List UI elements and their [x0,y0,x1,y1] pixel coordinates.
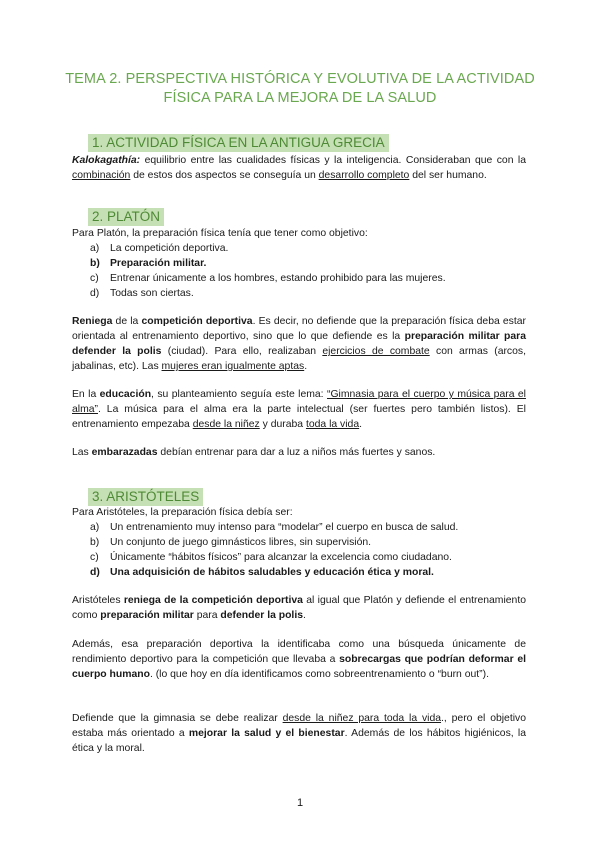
platon-options-list [90,241,446,301]
page-number: 1 [296,797,304,809]
section-heading-platon: 2. PLATÓN [88,208,164,225]
list-item: a) La competición deportiva. [90,243,229,254]
list-item: a) Un entrenamiento muy intenso para “modelar” el cuerpo en busca de salud. [90,522,459,533]
aristoteles-paragraph-gimnasia: Defiende que la gimnasia se debe realizar desde la niñez para toda la vida., pero el objetivo estaba más orientado a mejorar la salud y el bienestar. Además de los hábitos higiénicos, la ética y la moral. [72,713,527,754]
aristoteles-intro: Para Aristóteles, la preparación física debía ser: [72,507,293,518]
aristoteles-paragraph-sobrecargas: Además, esa preparación deportiva la identificaba como una búsqueda únicamente de rendimiento deportivo para la competición que llevaba a sobrecargas que podrían deformar el cuerpo humano. (lo que hoy en día identificamos como sobreentrenamiento o “burn out”). [72,639,526,680]
platon-paragraph-competicion: Reniega de la competición deportiva. Es decir, no defiende que la preparación física deba estar orientada al entrenamiento deportivo, sino que lo que defiende es la preparación militar para defender la polis (ciudad). Para ello, realizaban ejercicios de combate con armas (arcos, jabalinas, etc). Las mujeres eran igualmente aptas. [72,316,526,372]
list-item: d) Todas son ciertas. [90,288,194,299]
list-item: d) Una adquisición de hábitos saludables y educación ética y moral. [90,567,434,578]
list-item: b) Un conjunto de juego gimnásticos libres, sin supervisión. [90,537,372,548]
aristoteles-options-list [90,520,458,580]
platon-paragraph-educacion: En la educación, su planteamiento seguía este lema: “Gimnasia para el cuerpo y música para el alma”. La música para el alma era la parte intelectual (ser fuertes pero también listos). El entrenamiento empezaba desde la niñez y duraba toda la vida. [72,389,526,430]
section-heading-aristoteles: 3. ARISTÓTELES [88,488,203,505]
platon-intro: Para Platón, la preparación física tenía que tener como objetivo: [72,228,368,239]
list-item: c) Únicamente “hábitos físicos” para alcanzar la excelencia como ciudadano. [90,552,452,563]
paragraph-kalokagathia: Kalokagathía: equilibrio entre las cualidades físicas y la inteligencia. Consideraban que con la combinación de estos dos aspectos se conseguía un desarrollo completo del ser humano. [72,155,526,181]
section-heading-grecia: 1. ACTIVIDAD FÍSICA EN LA ANTIGUA GRECIA [88,134,389,151]
list-item: b) Preparación militar. [90,258,207,269]
aristoteles-paragraph-reniega: Aristóteles reniega de la competición deportiva al igual que Platón y defiende el entrenamiento como preparación militar para defender la polis. [72,595,526,621]
list-item: c) Entrenar únicamente a los hombres, estando prohibido para las mujeres. [90,273,446,284]
page-title: TEMA 2. PERSPECTIVA HISTÓRICA Y EVOLUTIVA DE LA ACTIVIDAD FÍSICA PARA LA MEJORA DE LA SALUD [65,71,535,106]
platon-paragraph-embarazadas: Las embarazadas debían entrenar para dar a luz a niños más fuertes y sanos. [72,447,436,458]
